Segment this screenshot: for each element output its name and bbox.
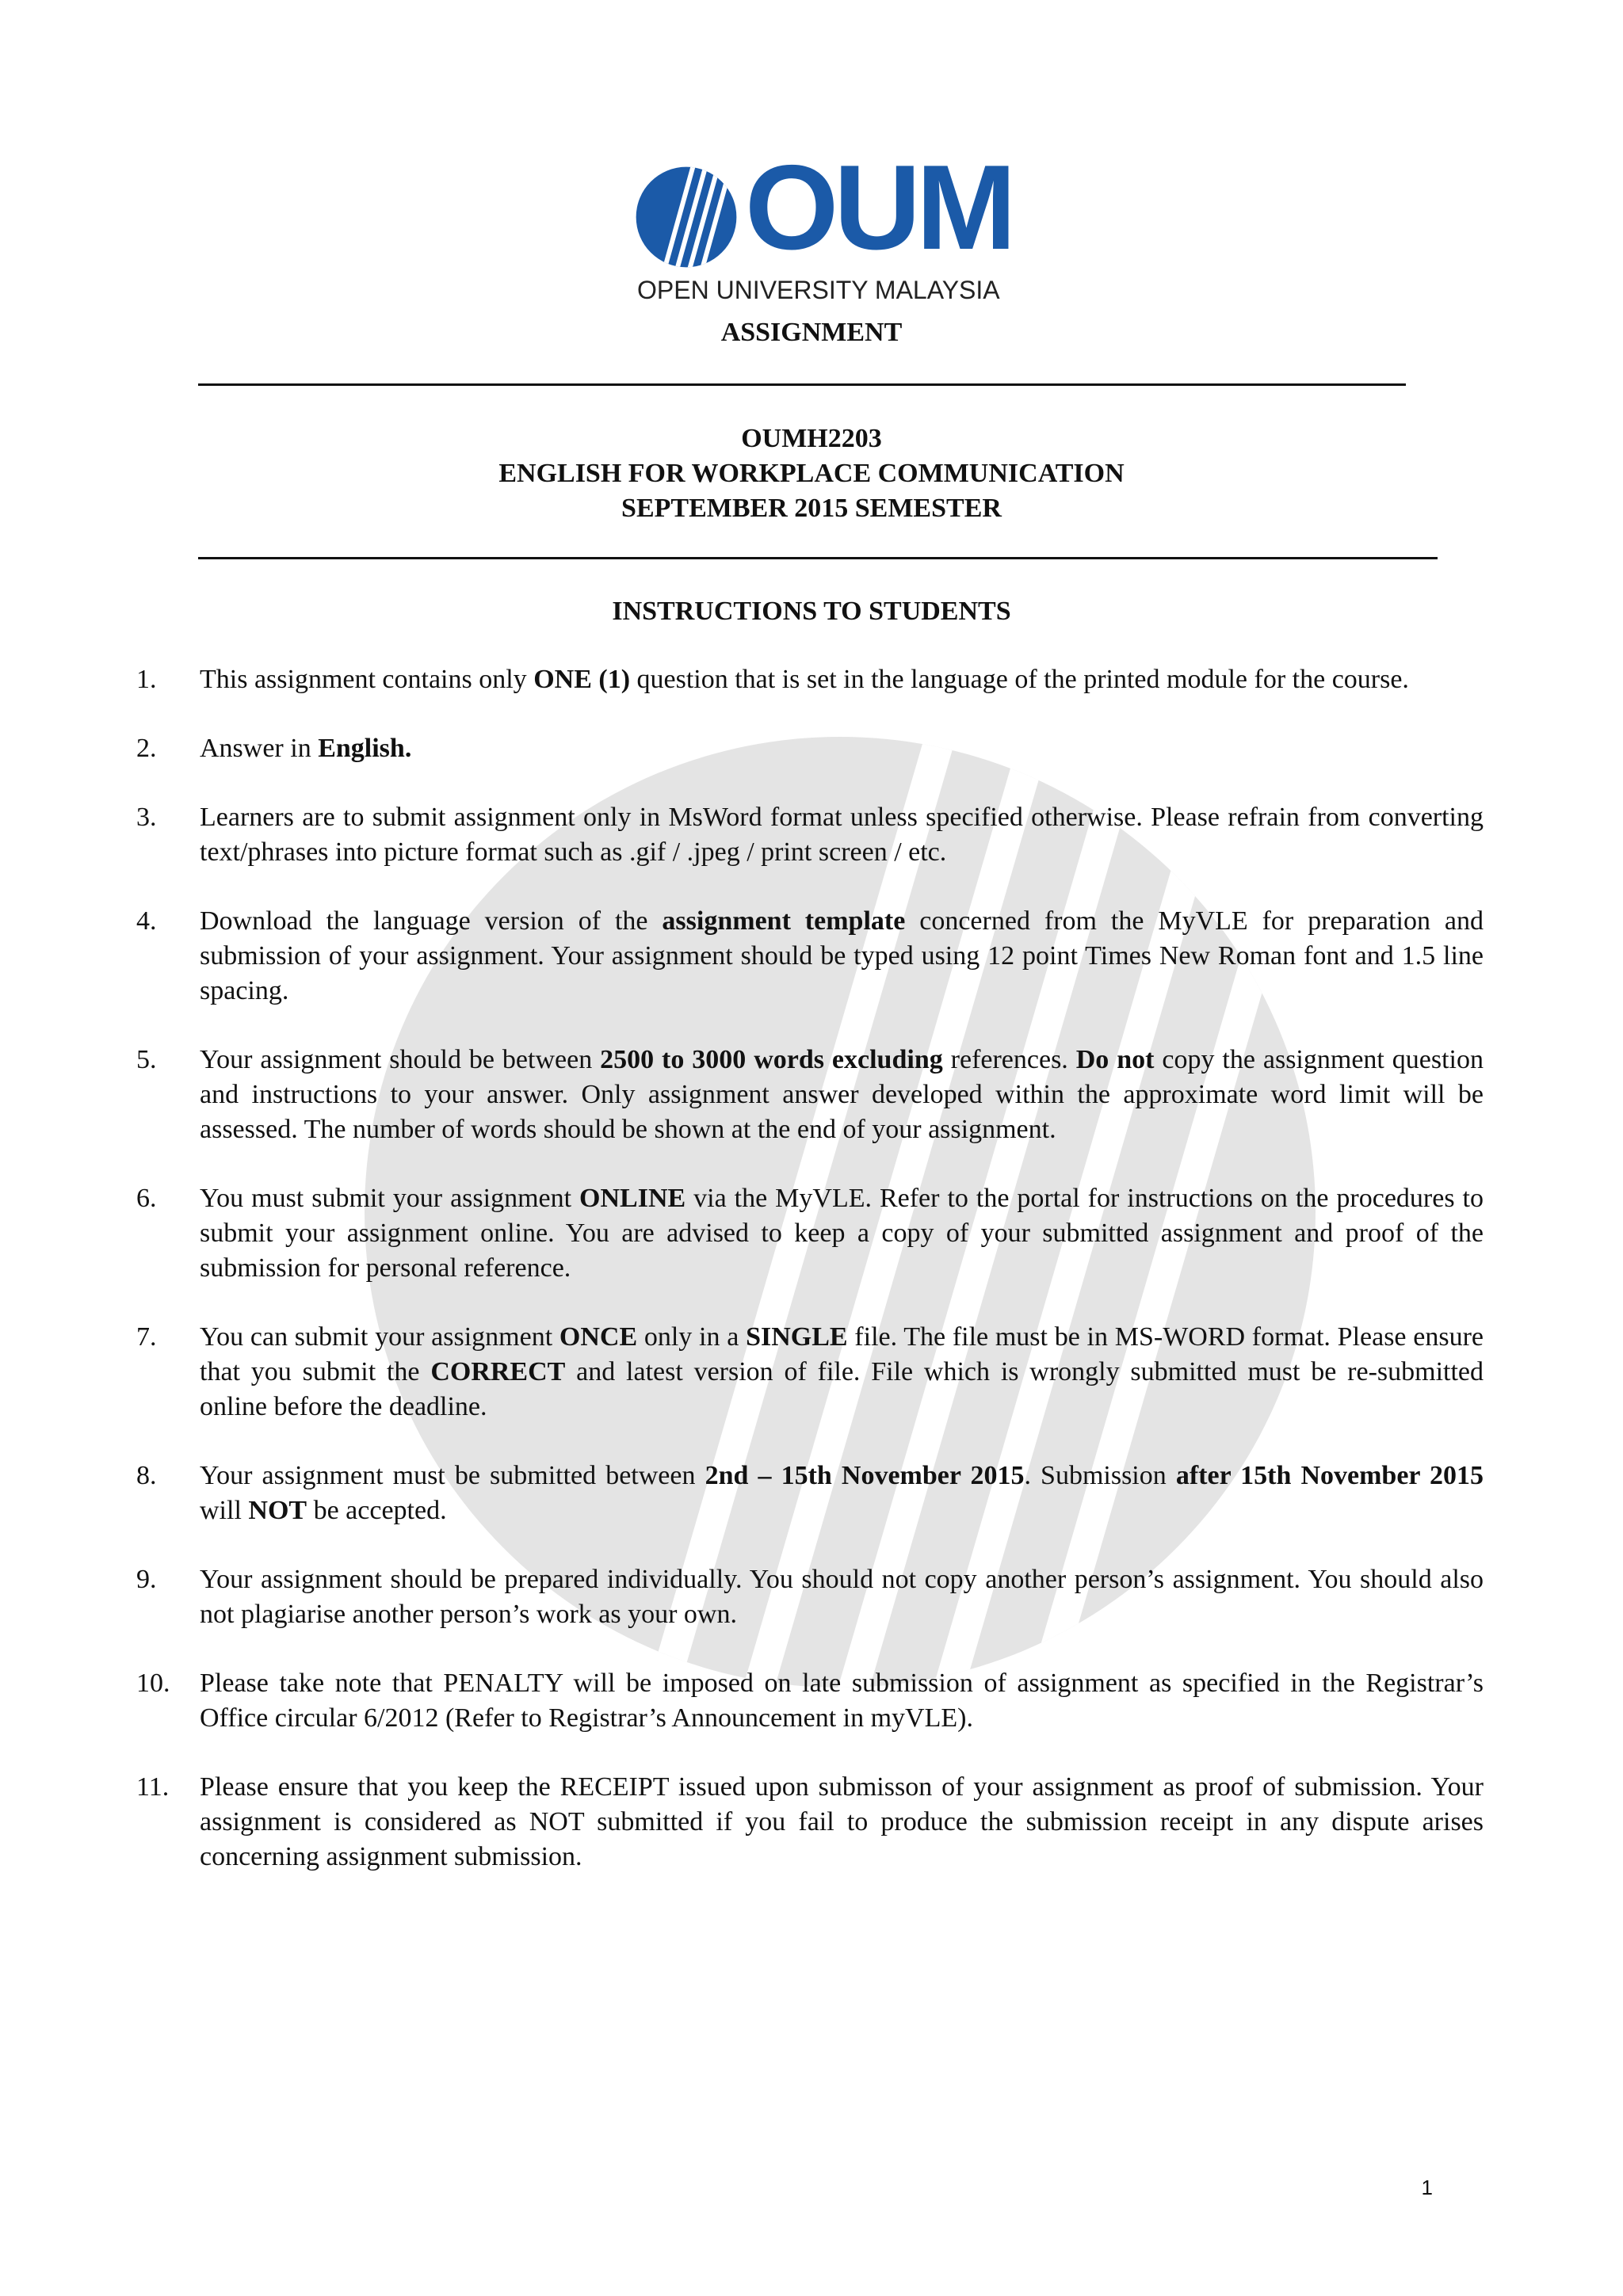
list-item-text [200, 1669, 1484, 1733]
list-item-text [200, 1045, 1484, 1144]
list-item-number: 6. [136, 1184, 157, 1213]
emphasis-text: SINGLE [746, 1322, 848, 1352]
list-item [136, 800, 1484, 870]
body-text: Download the language version of the [200, 906, 663, 936]
emphasis-text: Do not [1075, 1045, 1155, 1074]
list-item-text [200, 1565, 1484, 1629]
body-text: Your assignment should be between [200, 1045, 601, 1074]
body-text: Please ensure that you keep the RECEIPT issued upon submisson of your assignment as proof of submission. Your assignment is considered as NOT submitted if you fail to produce the submission receipt in any dispute arises concerning assignment submission. [200, 1772, 1484, 1871]
course-code: OUMH2203 [741, 424, 882, 453]
emphasis-text: NOT [248, 1496, 307, 1525]
body-text: You must submit your assignment [200, 1184, 580, 1213]
body-text: question that is set in the language of the printed module for the course. [630, 665, 1409, 694]
list-item-text [200, 734, 411, 763]
emphasis-text: 2500 to 3000 words excluding [600, 1045, 943, 1074]
body-text: Your assignment should be prepared individually. You should not copy another person’s assignment. You should also not plagiarise another person’s work as your own. [200, 1565, 1484, 1629]
list-item-text [200, 906, 1484, 1005]
list-item-number: 1. [136, 665, 157, 694]
oum-globe-icon [634, 165, 739, 269]
list-item [136, 1770, 1484, 1875]
list-item [136, 1666, 1484, 1736]
list-item [136, 1181, 1484, 1286]
body-text: Answer in [200, 734, 319, 763]
list-item-number: 4. [136, 906, 157, 936]
body-text: Your assignment must be submitted between [200, 1461, 705, 1490]
body-text: Learners are to submit assignment only in MsWord format unless specified otherwise. Please refrain from converting text/phrases into picture format such as .gif / .jpeg / print screen / etc. [200, 803, 1484, 867]
divider [198, 557, 1438, 559]
list-item-number: 7. [136, 1322, 157, 1352]
list-item-text [200, 1461, 1484, 1525]
list-item-number: 9. [136, 1565, 157, 1594]
instructions-list [136, 662, 1484, 1909]
emphasis-text: ONCE [559, 1322, 638, 1352]
list-item-text [200, 1184, 1484, 1283]
list-item [136, 1562, 1484, 1632]
logo-wordmark: OUM [745, 140, 1012, 275]
assignment-label: ASSIGNMENT [720, 318, 903, 347]
list-item [136, 1320, 1484, 1425]
emphasis-text: 2nd – 15th November 2015 [705, 1461, 1025, 1490]
body-text: only in a [637, 1322, 747, 1352]
body-text: be accepted. [307, 1496, 447, 1525]
emphasis-text: after 15th November 2015 [1175, 1461, 1484, 1490]
list-item-text [200, 1322, 1484, 1421]
emphasis-text: ONLINE [579, 1184, 686, 1213]
list-item-number: 10. [136, 1669, 170, 1698]
body-text: file. The file must be in MS-WORD format. Please ensure that you submit the [200, 1322, 1484, 1386]
list-item-text [200, 1772, 1484, 1871]
list-item [136, 1459, 1484, 1528]
divider [198, 383, 1406, 386]
list-item [136, 904, 1484, 1009]
list-item-number: 11. [136, 1772, 170, 1802]
list-item [136, 1043, 1484, 1147]
body-text: . Submission [1024, 1461, 1176, 1490]
logo-subtitle: OPEN UNIVERSITY MALAYSIA [637, 276, 1000, 304]
emphasis-text: CORRECT [430, 1357, 566, 1386]
body-text: You can submit your assignment [200, 1322, 559, 1352]
body-text: This assignment contains only [200, 665, 534, 694]
list-item-text [200, 803, 1484, 867]
semester: SEPTEMBER 2015 SEMESTER [621, 494, 1002, 523]
emphasis-text: English. [318, 734, 412, 763]
body-text: will [200, 1496, 249, 1525]
body-text: and latest version of file. File which is wrongly submitted must be re-submitted online before the deadline. [200, 1357, 1484, 1421]
list-item [136, 662, 1484, 697]
body-text: copy the assignment question and instructions to your answer. Only assignment answer developed within the approximate word limit will be assessed. The number of words should be shown at the end of your assignment. [200, 1045, 1484, 1144]
emphasis-text: ONE (1) [533, 665, 631, 694]
instructions-heading: INSTRUCTIONS TO STUDENTS [612, 597, 1011, 626]
list-item-number: 8. [136, 1461, 157, 1490]
body-text: via the MyVLE. Refer to the portal for instructions on the procedures to submit your assignment online. You are advised to keep a copy of your submitted assignment and proof of the submission for personal reference. [200, 1184, 1484, 1283]
list-item-number: 2. [136, 734, 157, 763]
list-item [136, 731, 1484, 766]
body-text: concerned from the MyVLE for preparation and submission of your assignment. Your assignment should be typed using 12 point Times New Roman font and 1.5 line spacing. [200, 906, 1484, 1005]
page-number: 1 [1421, 2176, 1433, 2199]
list-item-number: 3. [136, 803, 157, 832]
course-title: ENGLISH FOR WORKPLACE COMMUNICATION [498, 459, 1125, 488]
list-item-text [200, 665, 1409, 694]
emphasis-text: assignment template [662, 906, 906, 936]
list-item-number: 5. [136, 1045, 157, 1074]
oum-logo [634, 140, 1012, 305]
body-text: Please take note that PENALTY will be imposed on late submission of assignment as specified in the Registrar’s Office circular 6/2012 (Refer to Registrar’s Announcement in myVLE). [200, 1669, 1484, 1733]
body-text: references. [942, 1045, 1076, 1074]
